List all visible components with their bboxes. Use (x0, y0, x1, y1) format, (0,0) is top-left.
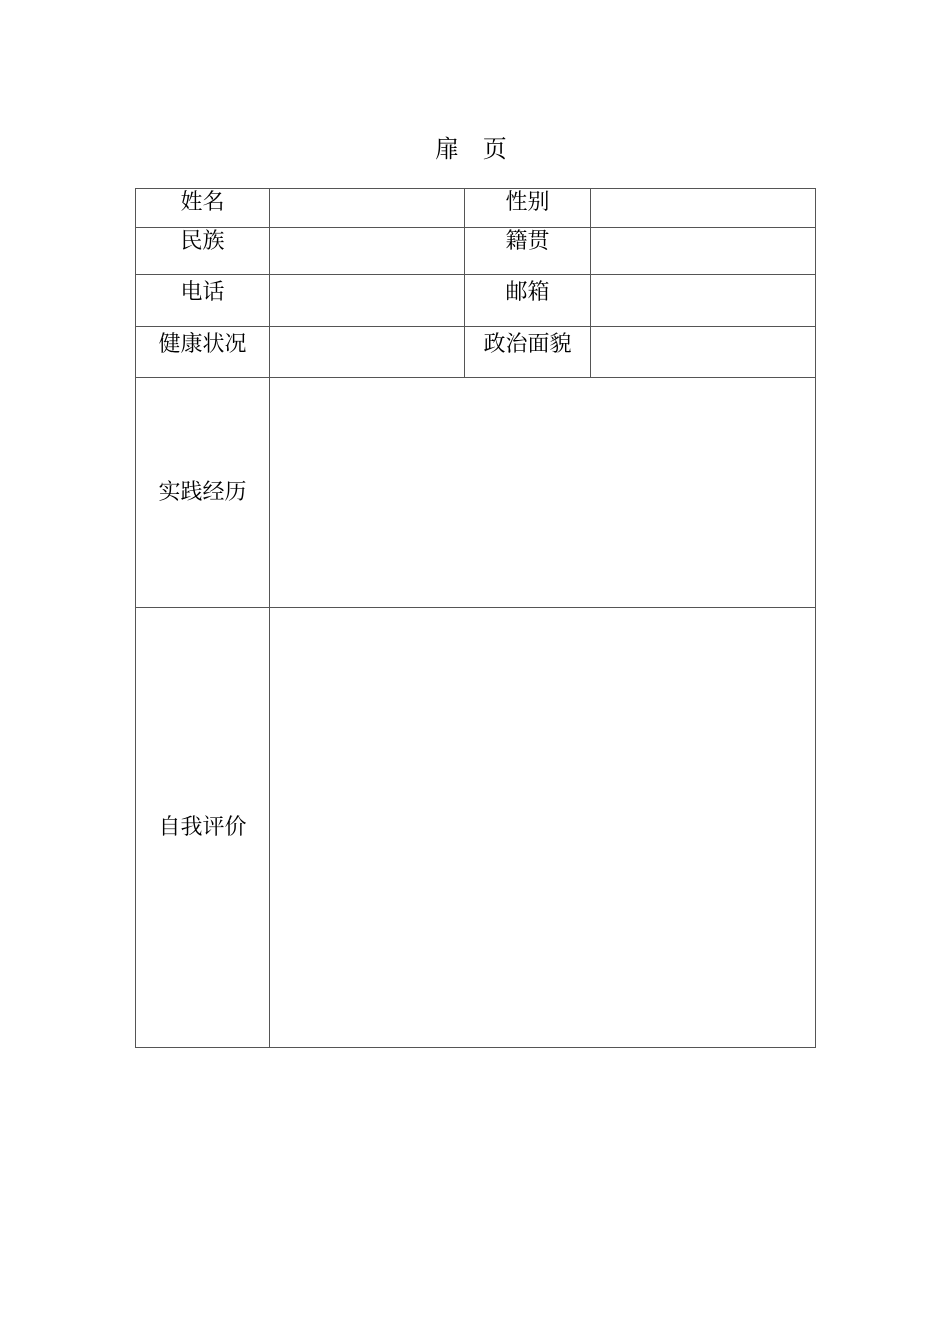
form-row-phone-email (136, 275, 816, 327)
self-evaluation-label: 自我评价 (136, 608, 270, 1048)
email-label: 邮箱 (465, 275, 591, 327)
practice-experience-label: 实践经历 (136, 378, 270, 608)
email-field[interactable] (591, 275, 816, 327)
political-status-label: 政治面貌 (465, 327, 591, 378)
form-row-self-evaluation (136, 608, 816, 1048)
name-label: 姓名 (136, 189, 270, 228)
phone-label: 电话 (136, 275, 270, 327)
form-row-name-gender (136, 189, 816, 228)
practice-experience-field[interactable] (270, 378, 816, 608)
health-field[interactable] (270, 327, 465, 378)
form-row-health-political (136, 327, 816, 378)
self-evaluation-field[interactable] (270, 608, 816, 1048)
info-form-table (135, 188, 816, 1048)
native-place-field[interactable] (591, 228, 816, 275)
gender-field[interactable] (591, 189, 816, 228)
form-row-practice-experience (136, 378, 816, 608)
page-title: 扉 页 (435, 135, 515, 163)
ethnicity-field[interactable] (270, 228, 465, 275)
ethnicity-label: 民族 (136, 228, 270, 275)
name-field[interactable] (270, 189, 465, 228)
phone-field[interactable] (270, 275, 465, 327)
health-label: 健康状况 (136, 327, 270, 378)
native-place-label: 籍贯 (465, 228, 591, 275)
political-status-field[interactable] (591, 327, 816, 378)
form-row-ethnicity-native-place (136, 228, 816, 275)
gender-label: 性别 (465, 189, 591, 228)
